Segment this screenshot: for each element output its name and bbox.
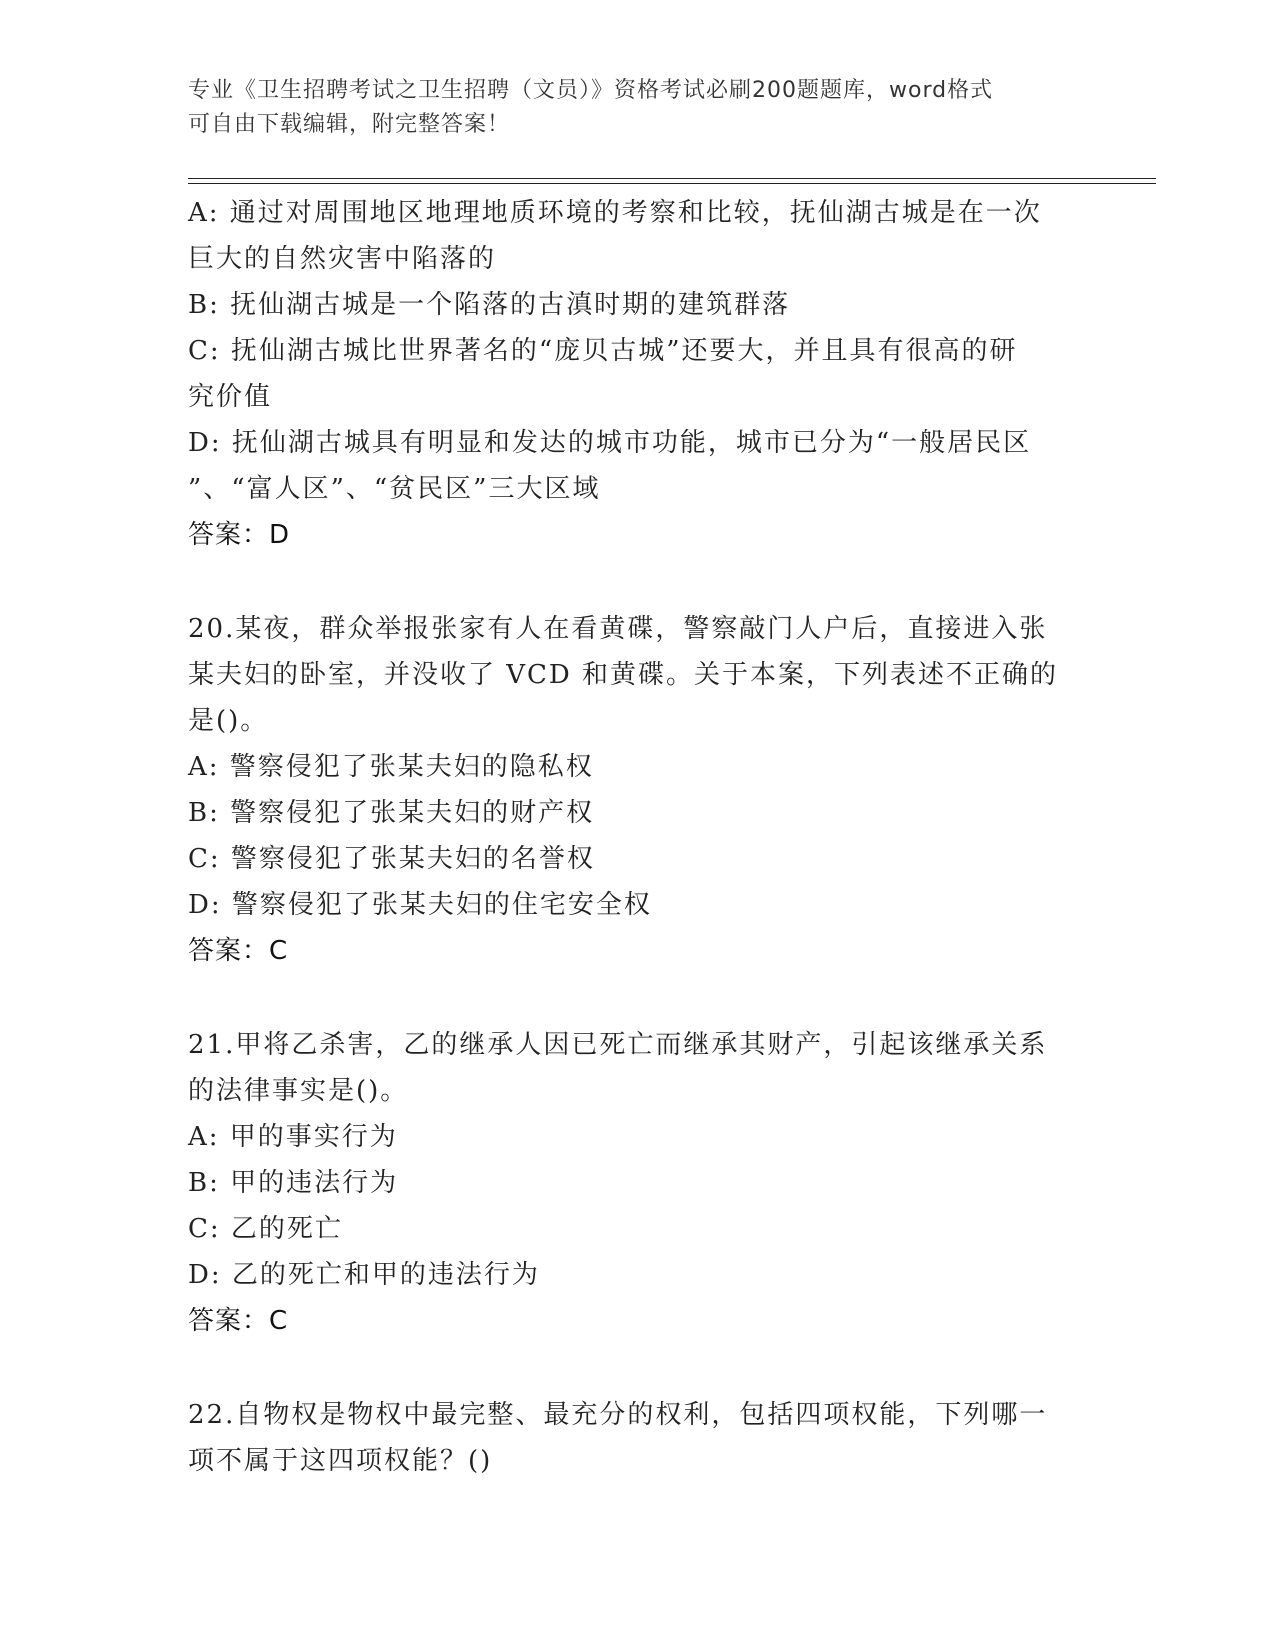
- option-c-line-2: 究价值: [188, 382, 273, 412]
- question-21: [188, 1022, 1088, 1344]
- header-rule-top: [188, 178, 1156, 179]
- option-c-line-1: C: 抚仙湖古城比世界著名的“庞贝古城”还要大，并且具有很高的研: [188, 336, 1018, 366]
- option-a: A: 警察侵犯了张某夫妇的隐私权: [188, 752, 594, 782]
- question-19-options: [188, 190, 1088, 558]
- option-d: D: 乙的死亡和甲的违法行为: [188, 1260, 540, 1290]
- answer-19: 答案：D: [188, 520, 291, 550]
- option-c: C: 乙的死亡: [188, 1214, 343, 1244]
- header-rule-bottom: [188, 183, 1156, 184]
- question-stem-line-1: 21.甲将乙杀害，乙的继承人因已死亡而继承其财产，引起该继承关系: [188, 1030, 1048, 1060]
- question-22: [188, 1392, 1088, 1484]
- option-b: B: 甲的违法行为: [188, 1168, 399, 1198]
- option-a: A: 甲的事实行为: [188, 1122, 398, 1152]
- option-c: C: 警察侵犯了张某夫妇的名誉权: [188, 844, 595, 874]
- question-stem-line-2: 的法律事实是()。: [188, 1076, 409, 1106]
- question-20: [188, 606, 1088, 974]
- document-body: [188, 190, 1088, 1484]
- question-stem-line-1: 22.自物权是物权中最完整、最充分的权利，包括四项权能，下列哪一: [188, 1400, 1048, 1430]
- question-stem-line-2: 某夫妇的卧室，并没收了 VCD 和黄碟。关于本案，下列表述不正确的: [188, 660, 1059, 690]
- option-b: B: 抚仙湖古城是一个陷落的古滇时期的建筑群落: [188, 290, 791, 320]
- question-stem-line-1: 20.某夜，群众举报张家有人在看黄碟，警察敲门人户后，直接进入张: [188, 614, 1048, 644]
- option-d-line-1: D: 抚仙湖古城具有明显和发达的城市功能，城市已分为“一般居民区: [188, 428, 1032, 458]
- option-a-line-1: A: 通过对周围地区地理地质环境的考察和比较，抚仙湖古城是在一次: [188, 198, 1042, 228]
- header-line-2: 可自由下载编辑，附完整答案！: [188, 112, 511, 137]
- header-line-1: 专业《卫生招聘考试之卫生招聘（文员）》资格考试必刷200题题库，word格式: [188, 78, 994, 103]
- question-stem-line-2: 项不属于这四项权能？(): [188, 1446, 493, 1476]
- question-stem-line-3: 是()。: [188, 706, 269, 736]
- option-a-line-2: 巨大的自然灾害中陷落的: [188, 244, 497, 274]
- document-header: [188, 74, 1068, 142]
- option-b: B: 警察侵犯了张某夫妇的财产权: [188, 798, 595, 828]
- answer-20: 答案：C: [188, 936, 289, 966]
- option-d-line-2: ”、“富人区”、“贫民区”三大区域: [188, 474, 601, 504]
- answer-21: 答案：C: [188, 1306, 289, 1336]
- option-d: D: 警察侵犯了张某夫妇的住宅安全权: [188, 890, 652, 920]
